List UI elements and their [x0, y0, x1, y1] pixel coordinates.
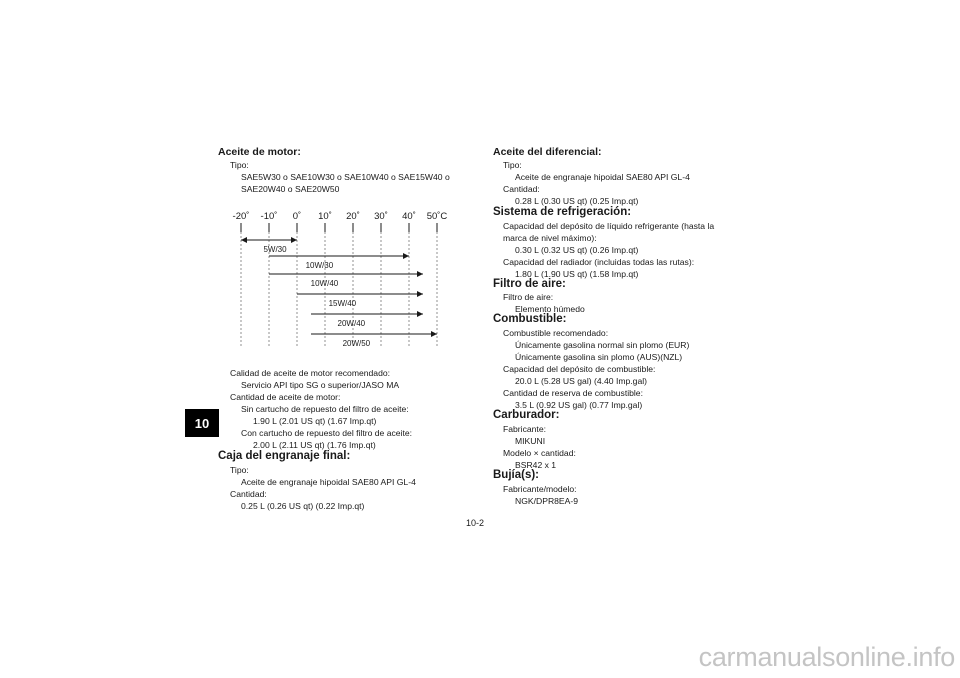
arrow-right [417, 271, 423, 277]
fuel-reserve-value: 3.5 L (0.92 US gal) (0.77 Imp.gal) [515, 400, 643, 410]
fuel-tank-value: 20.0 L (5.28 US gal) (4.40 Imp.gal) [515, 376, 647, 386]
carburetor-maker-label: Fabricante: [503, 424, 546, 434]
tick-label: 30˚ [374, 211, 388, 222]
engine-oil-grade-label: Calidad de aceite de motor recomendado: [230, 368, 391, 378]
air-filter-value: Elemento húmedo [515, 304, 585, 314]
differential-qty-value: 0.28 L (0.30 US qt) (0.25 Imp.qt) [515, 196, 639, 206]
range-label: 20W/40 [337, 319, 366, 328]
final-gear-qty-value: 0.25 L (0.26 US qt) (0.22 Imp.qt) [241, 501, 365, 511]
tick-label: 0˚ [292, 211, 302, 222]
spark-plug-heading: Bujía(s): [493, 469, 539, 481]
differential-heading: Aceite del diferencial: [493, 146, 602, 158]
without-filter-label: Sin cartucho de repuesto del filtro de aceite: [241, 404, 409, 414]
fuel-reserve-label: Cantidad de reserva de combustible: [503, 388, 643, 398]
radiator-value: 1.80 L (1.90 US qt) (1.58 Imp.qt) [515, 269, 639, 279]
oil-viscosity-chart [228, 203, 458, 353]
fuel-recommended-label: Combustible recomendado: [503, 328, 609, 338]
air-filter-heading: Filtro de aire: [493, 278, 566, 290]
chapter-number: 10 [194, 415, 210, 431]
fuel-recommended-value-1: Únicamente gasolina normal sin plomo (EUR) [515, 340, 690, 350]
page-number: 10-2 [466, 518, 485, 528]
final-gear-type-label: Tipo: [230, 465, 249, 475]
tick-label: 50˚C [426, 211, 448, 222]
arrow-right [417, 291, 423, 297]
differential-type-value: Aceite de engranaje hipoidal SAE80 API GL-4 [515, 172, 690, 182]
tick-label: 40˚ [402, 211, 416, 222]
engine-oil-type-label: Tipo: [230, 160, 249, 170]
radiator-label: Capacidad del radiador (incluidas todas las rutas): [503, 257, 695, 267]
range-label: 15W/40 [328, 299, 357, 308]
differential-qty-label: Cantidad: [503, 184, 540, 194]
final-gear-qty-label: Cantidad: [230, 489, 267, 499]
with-filter-label: Con cartucho de repuesto del filtro de aceite: [241, 428, 413, 438]
air-filter-label: Filtro de aire: [503, 292, 554, 302]
watermark-text: carmanualsonline.info [698, 641, 955, 672]
carburetor-model-value: BSR42 x 1 [515, 460, 557, 470]
with-filter-value: 2.00 L (2.11 US qt) (1.76 Imp.qt) [253, 440, 376, 450]
final-gear-heading: Caja del engranaje final: [218, 450, 351, 462]
engine-oil-qty-label: Cantidad de aceite de motor: [230, 392, 341, 402]
spark-plug-value: NGK/DPR8EA-9 [515, 496, 579, 506]
cooling-tank-label-1: Capacidad del depósito de líquido refrigerante (hasta la [503, 221, 715, 231]
arrow-right [431, 331, 437, 337]
range-label: 20W/50 [342, 339, 371, 348]
engine-oil-type-line1: SAE5W30 o SAE10W30 o SAE10W40 o SAE15W40 o [241, 172, 450, 182]
watermark [575, 641, 955, 673]
range-label: 10W/40 [310, 279, 339, 288]
tick-label: 10˚ [318, 211, 332, 222]
final-gear-type-value: Aceite de engranaje hipoidal SAE80 API GL-4 [241, 477, 416, 487]
fuel-tank-label: Capacidad del depósito de combustible: [503, 364, 656, 374]
engine-oil-grade-value: Servicio API tipo SG o superior/JASO MA [241, 380, 400, 390]
fuel-heading: Combustible: [493, 313, 567, 325]
tick-label: -20˚ [232, 211, 250, 222]
arrow-right [403, 253, 409, 259]
without-filter-value: 1.90 L (2.01 US qt) (1.67 Imp.qt) [253, 416, 377, 426]
carburetor-heading: Carburador: [493, 409, 560, 421]
arrow-right [417, 311, 423, 317]
tick-label: -10˚ [260, 211, 278, 222]
fuel-recommended-value-2: Únicamente gasolina sin plomo (AUS)(NZL) [515, 352, 683, 362]
tick-label: 20˚ [346, 211, 360, 222]
differential-type-label: Tipo: [503, 160, 522, 170]
range-label: 10W/30 [305, 261, 334, 270]
spark-plug-label: Fabricante/modelo: [503, 484, 577, 494]
arrow-left [241, 237, 247, 243]
cooling-tank-value: 0.30 L (0.32 US qt) (0.26 Imp.qt) [515, 245, 639, 255]
carburetor-maker-value: MIKUNI [515, 436, 546, 446]
chapter-tab [185, 409, 219, 437]
cooling-tank-label-2: marca de nivel máximo): [503, 233, 597, 243]
arrow-right [291, 237, 297, 243]
range-label: 5W/30 [263, 245, 287, 254]
carburetor-model-label: Modelo × cantidad: [503, 448, 576, 458]
engine-oil-heading: Aceite de motor: [218, 146, 301, 158]
engine-oil-type-line2: SAE20W40 o SAE20W50 [241, 184, 340, 194]
cooling-heading: Sistema de refrigeración: [493, 206, 632, 218]
